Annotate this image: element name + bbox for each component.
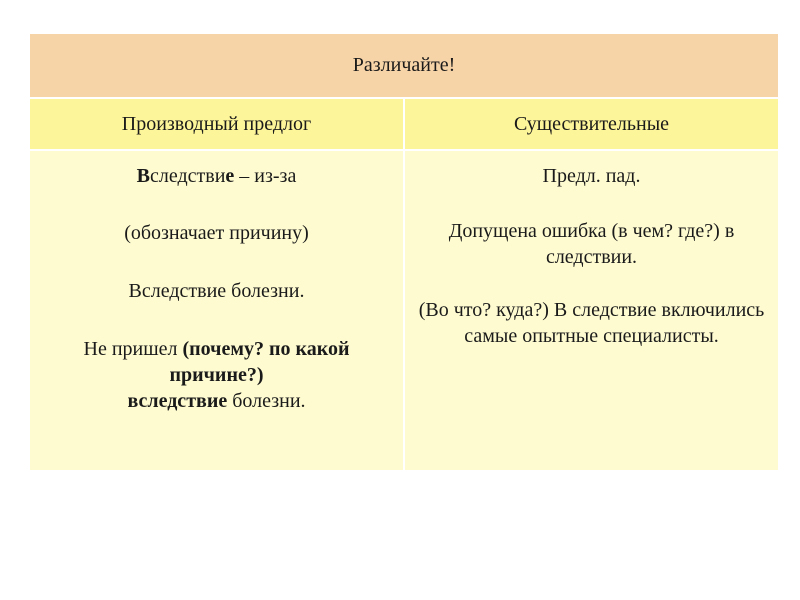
table-title-row [30, 34, 778, 99]
preposition-example-1: Вследствие болезни. [128, 280, 305, 302]
definition-text: – из-за [234, 165, 297, 187]
cell-noun-examples [403, 151, 778, 470]
example-question: (почему? по какой причине?) [169, 338, 350, 386]
word-part: следстви [149, 165, 226, 187]
example-keyword: вследствие [127, 390, 228, 412]
header-nouns [403, 99, 778, 149]
header-right-label: Существительные [513, 112, 670, 135]
header-left-label: Производный предлог [121, 112, 312, 135]
header-derived-preposition [30, 99, 403, 149]
bold-letter-e: е [225, 165, 235, 187]
noun-example-1: Допущена ошибка (в чем? где?) в следствии. [448, 220, 735, 268]
noun-case-label: Предл. пад. [542, 165, 641, 187]
comparison-table [30, 34, 778, 470]
table-title: Различайте! [352, 54, 456, 76]
table-header-row [30, 99, 778, 151]
bold-letter-v: В [136, 165, 150, 187]
preposition-example-2 [38, 336, 395, 414]
table-body-row [30, 151, 778, 470]
cell-preposition-examples [30, 151, 403, 470]
example-end: болезни. [227, 390, 306, 412]
noun-example-2: (Во что? куда?) В следствие включились самые опытные специалисты. [418, 299, 765, 347]
preposition-definition [38, 163, 395, 189]
preposition-meaning: (обозначает причину) [124, 222, 309, 244]
example-start: Не пришел [83, 338, 183, 360]
